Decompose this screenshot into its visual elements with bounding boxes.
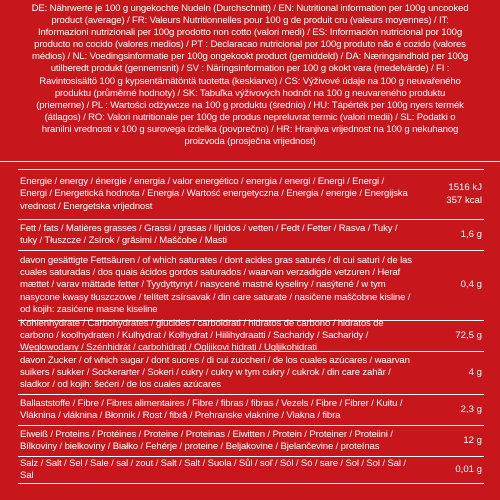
value-fat: 1,6 g: [460, 228, 482, 240]
nutrition-header-text: DE: Nährwerte je 100 g ungekochte Nudeln (Durchschnitt) / EN: Nutritional information per 100g uncooked product (average) / FR: Valeurs Nutritionnelles pour 100 g de produit cru (valeurs moyennes) / IT: Informazioni nutrizionali per 100g prodotto non cotto (valori medi) / ES: Información nutricional por 100g producto no cocido (valores medios) / PT : Declaracao nutricional por 100g produto não é cozido (valores médios) / NL: Voedingsinformatie per 100g ongekookt product (gemiddeld) / DA: Næringsindhold per 100g utilberedt produkt (gennemsnit) / SV : Näringsinformation per 100 g okokt vara (medelvärde) / FI : Ravintosisältö 100 g kypsentämätöntä tuotetta (keskiarvo) / CS: Výživové údaje na 100 g neuvařeného produktu (průměrné hodnoty) / SK: Tabuľka výživových hodnôt na 100 g neuvareného produktu (priemerne) / PL : Wartości odżywcze na 100 g produktu (średnio) / HU: Tápérték per 100g nyers termék (átlagos) / RO: Valori nutritionale per 100g de produs nepreluvrat termic (valori medii) / SL: Podatki o hranilni vrednosti v 100 g surovega izdelka (povprečno) / HR: Hranjiva vrijednost na 100 g nekuhanog proizvoda (prosječna vrijednost): [31, 3, 469, 148]
row-energy: [18, 170, 484, 220]
value-carbohydrates: 72,5 g: [455, 329, 482, 341]
row-sugar: [18, 352, 484, 395]
value-energy-kj: 1516 kJ: [448, 182, 482, 194]
row-value-fat: [416, 229, 484, 241]
nutrition-table: [18, 169, 484, 484]
row-label-sugar: davon Zucker / of which sugar / dont sucres / di cui zuccheri / de los cuales azúcares / waarvan suikers / sukker / Sockerarter / Sokeri / cukry / cukry w tym cukry / cukrok / din care zahăr / sladkor / od kojih: šećeri / de los cuales azúcares: [20, 354, 410, 391]
row-fibre: [18, 395, 484, 426]
row-saturates: [18, 251, 484, 321]
row-value-carbohydrates: [416, 330, 484, 342]
value-fibre: 2,3 g: [460, 403, 482, 415]
row-label-carbohydrates: Kohlenhydrate / Carbohydrates / glucides / carboidrati / hidratos de carbono / hidratos de carbono / koolhydraten / Kulhydrat / Kolhydrat / Hiilihydraatti / Sacharidy / Sacharidy / Węglowodany / Szénhidrát / carbohidrați / Ogljikovi hidrati / Ugljikohidrati: [20, 317, 384, 354]
row-value-saturates: [416, 279, 484, 291]
row-salt: [18, 457, 484, 484]
row-label-protein: Eiweiß / Proteins / Protéines / Proteine / Proteinas / Eiwitten / Protein / Proteiner / Proteiini / Bílkoviny / bielkoviny / Białko / Fehérje / proteine / Beljakovine / Bjelančevine / proteínas: [20, 428, 393, 452]
row-label-fibre: Ballaststoffe / Fibre / Fibres alimentaires / Fibre / fibras / fibras / Vezels / Fibre / Fibrer / Kuitu / Vláknina / vláknina / Błonnik / Rost / fibră / Prehranske vlaknine / Vlakna / fibra: [20, 397, 403, 421]
value-energy-kcal: 357 kcal: [446, 194, 482, 206]
value-sugar: 4 g: [468, 366, 482, 378]
row-label-saturates: davon gesättigte Fettsäuren / of which saturates / dont acides gras saturés / di cui saturi / de las cuales saturadas / dos quais ácidos gordos saturados / waarvan verzadigde vetzuren / Heraf mættet / varav mättade fetter / Tyydyttynyt / nasycené mastné kyseliny / nasýtené / w tym nasycone kwasy tłuszczowe / telített zsírsavak / din care saturate / nasičene maščobne kisline / od kojih: zasićene masne kiseline: [20, 255, 412, 315]
row-label-fat: Fett / fats / Matières grasses / Grassi / grasas / lípidos / vetten / Fedt / Fetter / Rasva / Tuky / tuky / Tłuszcze / Zsírok / grăsimi / Maščobe / Masti: [20, 222, 398, 246]
value-salt: 0,01 g: [455, 463, 482, 475]
row-value-fibre: [416, 404, 484, 416]
row-label-salt: Salz / Salt / Sel / Sale / sal / zout / Salt / Salt / Suola / Sůl / soľ / Sól / Só / sare / Sol / Sol / Sal / Sal: [20, 457, 406, 481]
row-value-energy: [416, 182, 484, 206]
row-value-protein: [416, 435, 484, 447]
row-value-sugar: [416, 367, 484, 379]
row-value-salt: [416, 464, 484, 476]
row-label-energy: Energie / energy / énergie / energia / valor energético / energia / energi / Energi / Energi / Energi / Energetická hodnota / Energia / Wartość energetyczna / Energia / energie / Energijska vrednost / Energetska vrijednost: [20, 176, 408, 212]
row-fat: [18, 220, 484, 251]
row-protein: [18, 426, 484, 457]
header-divider: [0, 161, 500, 162]
value-protein: 12 g: [463, 434, 482, 446]
value-saturates: 0,4 g: [460, 279, 482, 291]
row-carbohydrates: [18, 317, 484, 354]
